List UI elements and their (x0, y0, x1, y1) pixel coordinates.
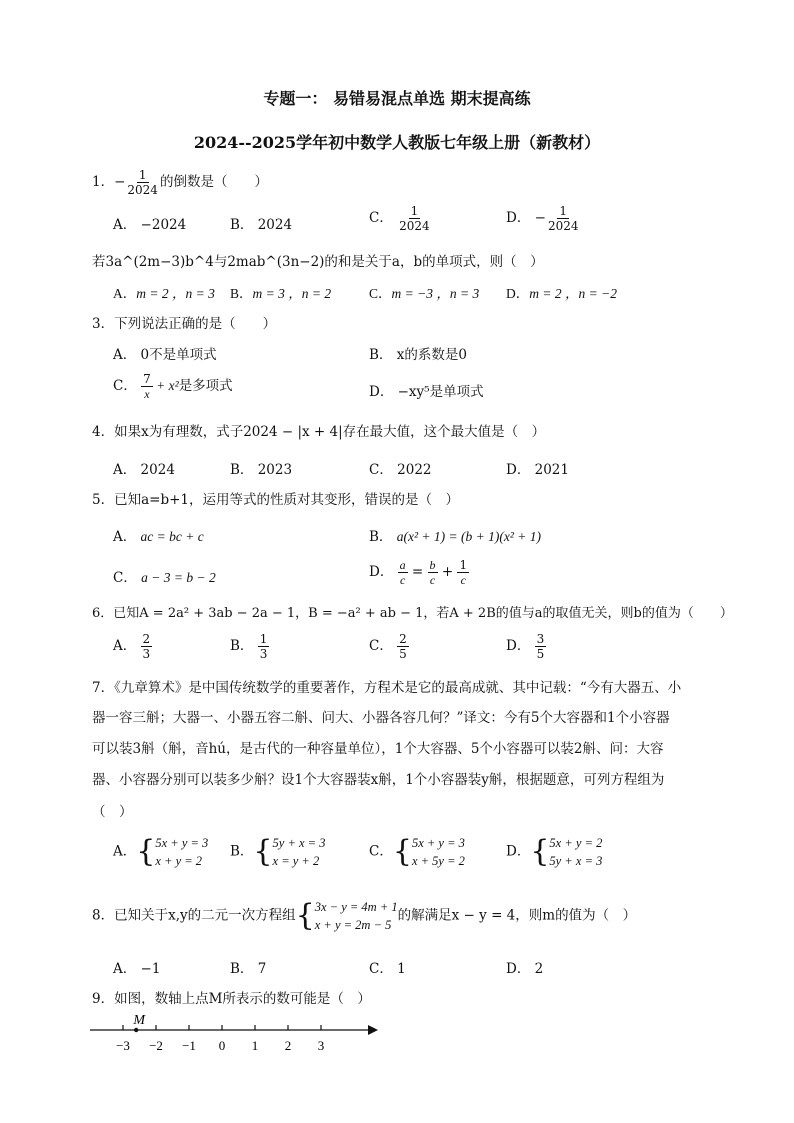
number-line (85, 1010, 385, 1060)
q5-option-c[interactable]: C． a − 3 = b − 2 (113, 570, 216, 586)
q4-option-a[interactable]: A． 2024 (113, 462, 175, 478)
q3-option-c[interactable]: C． $\frac{7}{x}$ + x²是多项式 (113, 372, 233, 401)
title-line-1: 专题一： 易错易混点单选 期末提高练 (263, 89, 531, 108)
q7-option-d[interactable]: D． { 5x + y = 2 5y + x = 3 (506, 834, 603, 869)
q4-option-d[interactable]: D． 2021 (506, 462, 569, 478)
q6-option-b[interactable]: B． $\frac{1}{3}$ (230, 632, 268, 661)
question-7-line-3: 可以装3斛（斛，音hú，是古代的一种容量单位），1个大容器、5个小容器可以装2斛、问：大容 (92, 741, 664, 757)
q1-option-d[interactable]: D． − $\frac{1}{2024}$ (506, 204, 579, 233)
q2-option-c[interactable]: C．m = −3 ，n = 3 (369, 286, 480, 301)
q8-option-b[interactable]: B． 7 (230, 961, 267, 977)
q5-option-a[interactable]: A． ac = bc + c (113, 529, 204, 545)
number-line-arrow-icon (368, 1025, 378, 1035)
question-2: 若3a^(2m−3)b^4与2mab^(3n−2)的和是关于a，b的单项式，则（ ） (92, 254, 544, 270)
q1-option-b[interactable]: B． 2024 (230, 217, 293, 233)
number-line-tick-label: 0 (218, 1038, 226, 1053)
question-7-line-5: （ ） (92, 804, 133, 820)
q3-option-b[interactable]: B． x的系数是0 (369, 347, 467, 363)
q2-option-b[interactable]: B．m = 3 ，n = 2 (230, 286, 332, 301)
q5-option-b[interactable]: B． a(x² + 1) = (b + 1)(x² + 1) (369, 529, 541, 545)
q3-option-a[interactable]: A． 0不是单项式 (113, 347, 217, 363)
q8-option-a[interactable]: A． −1 (113, 961, 161, 977)
number-line-tick-label: 2 (284, 1038, 292, 1053)
question-7-line-2: 器一容三斛；大器一、小器五容二斛、问大、小器各容几何？”译文：今有5个大容器和1个小容器 (92, 710, 670, 726)
question-7-line-4: 器、小容器分别可以装多少斛？设1个大容器装x斛，1个小容器装y斛，根据题意，可列方程组为 (92, 772, 665, 788)
q8-option-c[interactable]: C． 1 (369, 961, 406, 977)
number-line-tick-label: −2 (149, 1038, 163, 1053)
q6-option-a[interactable]: A． $\frac{2}{3}$ (113, 632, 151, 661)
q8-option-d[interactable]: D． 2 (506, 961, 544, 977)
question-1: 1．− $\frac{1}{2024}$ 的倒数是（ ） (92, 168, 268, 197)
q7-option-a[interactable]: A． { 5x + y = 3 x + y = 2 (113, 834, 209, 869)
q3-option-d[interactable]: D． −xy⁵是单项式 (369, 384, 484, 400)
question-5: 5．已知a=b+1，运用等式的性质对其变形，错误的是（ ） (92, 492, 459, 508)
q7-option-b[interactable]: B． { 5y + x = 3 x = y + 2 (230, 834, 326, 869)
number-line-tick-label: −3 (116, 1038, 130, 1053)
question-9: 9．如图，数轴上点M所表示的数可能是（ ） (92, 991, 371, 1007)
q5-option-d[interactable]: D． $\frac{a}{c}$ = $\frac{b}{c}$ + $\frac{1}{c}$ (369, 558, 468, 587)
number-line-tick-label: 1 (251, 1038, 259, 1053)
q2-option-d[interactable]: D．m = 2 ，n = −2 (506, 286, 617, 301)
q6-option-d[interactable]: D． $\frac{3}{5}$ (506, 632, 545, 661)
question-4: 4．如果x为有理数，式子2024 − |x + 4|存在最大值，这个最大值是（ ） (92, 424, 546, 440)
q1-option-c[interactable]: C． $\frac{1}{2024}$ (369, 204, 430, 233)
number-line-tick-label: −1 (182, 1038, 196, 1053)
question-3: 3．下列说法正确的是（ ） (92, 316, 277, 332)
q4-option-b[interactable]: B． 2023 (230, 462, 293, 478)
question-7-line-1: 7．《九章算术》是中国传统数学的重要著作，方程术是它的最高成就、其中记载：“今有大器五、小 (92, 680, 682, 696)
number-line-tick-label: 3 (317, 1038, 325, 1053)
point-m (134, 1028, 138, 1032)
q2-option-a[interactable]: A．m = 2 ，n = 3 (113, 286, 215, 301)
question-8: 8．已知关于x,y的二元一次方程组 { 3x − y = 4m + 1 x + y = 2m − 5 的解满足x − y = 4，则m的值为（ ） (92, 898, 637, 933)
q4-option-c[interactable]: C． 2022 (369, 462, 432, 478)
q6-option-c[interactable]: C． $\frac{2}{5}$ (369, 632, 407, 661)
title-line-2: 2024--2025学年初中数学人教版七年级上册（新教材） (193, 133, 601, 152)
point-m-label: M (133, 1013, 146, 1028)
q7-option-c[interactable]: C． { 5x + y = 3 x + 5y = 2 (369, 834, 465, 869)
question-6: 6．已知A = 2a² + 3ab − 2a − 1，B = −a² + ab − 1，若A + 2B的值与a的取值无关，则b的值为（ ） (92, 606, 733, 621)
q1-option-a[interactable]: A． −2024 (113, 217, 187, 233)
